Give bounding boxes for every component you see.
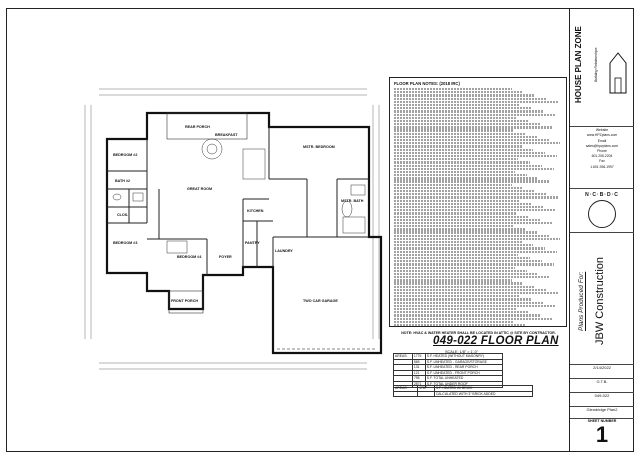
fax-label: Fax: [599, 159, 605, 164]
note-line: [394, 110, 544, 112]
note-line: [394, 174, 527, 176]
note-line: [394, 203, 532, 205]
note-line: [394, 254, 518, 256]
area-desc: S.F. UNHEATED - REAR PORCH: [425, 365, 502, 371]
note-line: [394, 206, 544, 208]
area-value: 1776: [412, 354, 425, 360]
note-line: [394, 187, 523, 189]
note-line: [394, 260, 542, 262]
note-line: [394, 104, 520, 106]
notes-body: [394, 88, 562, 327]
area-desc: S.F. UNHEATED - GARAGE/STORAGE: [425, 359, 502, 365]
ncbdc-seal-icon: [588, 200, 616, 228]
note-line: [394, 216, 528, 218]
note-line: [394, 177, 538, 179]
room-bedroom2: BEDROOM #2: [113, 153, 138, 157]
room-front-porch: FRONT PORCH: [171, 299, 199, 303]
area-value: 121: [412, 370, 425, 376]
room-mstr-bedroom: MSTR. BEDROOM: [303, 145, 335, 149]
area-label: AREAS:: [394, 354, 413, 360]
area-desc: S.F. TOTAL UNDER ROOF: [425, 381, 502, 387]
sheet-label: SHEET NUMBER: [587, 419, 617, 423]
room-laundry: LAUNDRY: [275, 249, 293, 253]
note-line: [394, 136, 537, 138]
note-line: [394, 314, 540, 316]
area-desc: S.F. HEATED W/ BRICK: [434, 386, 532, 392]
date-box: [570, 365, 634, 379]
note-line: [394, 276, 550, 278]
note-line: [394, 311, 528, 313]
note-line: [394, 107, 532, 109]
floor-plan-svg: [7, 9, 387, 451]
drawing-sheet: [6, 8, 634, 452]
room-great-room: GREAT ROOM: [187, 187, 213, 191]
note-line: [394, 161, 530, 163]
note-line: [394, 152, 545, 154]
note-line: [394, 270, 527, 272]
area-value: 565: [412, 359, 425, 365]
email-label: Email: [597, 138, 607, 143]
note-line: [394, 155, 557, 157]
produced-for-label: Plans Produced For:: [578, 271, 585, 331]
note-line: [394, 225, 513, 227]
note-line: [394, 180, 550, 182]
note-line: [394, 133, 525, 135]
area-value: 131: [412, 365, 425, 371]
note-line: [394, 267, 515, 269]
area-value: 2571: [412, 381, 425, 387]
notes-title: FLOOR PLAN NOTES: (2018 IRC): [394, 81, 460, 86]
note-line: [394, 263, 554, 265]
client-name: JBW Construction: [594, 256, 606, 346]
room-kitchen: KITCHEN: [247, 209, 264, 213]
note-line: [394, 282, 523, 284]
note-line: [394, 94, 535, 96]
note-line: [394, 120, 528, 122]
page-name-value: Glendridge Plan2: [586, 407, 618, 412]
note-line: [394, 114, 555, 116]
note-line: [394, 117, 517, 119]
area-desc: S.F. UNHEATED - FRONT PORCH: [425, 370, 502, 376]
interior-walls: [107, 127, 369, 275]
note-line: [394, 318, 552, 320]
floor-plan-drawing: [7, 9, 387, 451]
note-line: [394, 247, 545, 249]
hvac-note: NOTE: HVAC & WATER HEATER SHALL BE LOCATED IN ATTIC @ SITE BY CONTRACTOR.: [401, 331, 556, 335]
note-line: [394, 184, 512, 186]
contact-info: [570, 127, 634, 189]
note-line: [394, 190, 535, 192]
note-line: [394, 302, 544, 304]
scale-text: SCALE: 1/8" = 1'-0": [445, 350, 479, 354]
fixtures: [113, 139, 365, 253]
note-line: [394, 289, 547, 291]
dimension-lines: [85, 89, 379, 369]
drawn-by-box: [570, 379, 634, 393]
note-line: [394, 273, 538, 275]
note-line: [394, 171, 515, 173]
date-value: 2/14/2022: [593, 365, 611, 370]
note-line: [394, 241, 522, 243]
title-block: [569, 9, 634, 451]
note-line: [394, 286, 535, 288]
note-line: [394, 168, 554, 170]
note-line: [394, 295, 520, 297]
website-link[interactable]: www.HPZplans.com: [586, 133, 618, 138]
note-line: [394, 308, 517, 310]
area-desc: CALCULATED WITH 3" BRICK ADDED: [434, 391, 532, 397]
area-table: [393, 353, 503, 388]
house-icon: [608, 23, 628, 119]
note-line: [394, 101, 559, 103]
note-line: [394, 193, 547, 195]
note-line: [394, 142, 560, 144]
note-line: [394, 149, 533, 151]
note-line: [394, 305, 555, 307]
area-label: [394, 391, 418, 397]
area-label: AREAS:: [394, 386, 418, 392]
ncbdc-title: N·C·B·D·C: [585, 192, 619, 198]
note-line: [394, 123, 540, 125]
note-line: [394, 91, 523, 93]
note-line: [394, 139, 549, 141]
room-mstr-bath: MSTR. BATH: [341, 199, 364, 203]
area-desc: S.F. HEATED (WITHOUT MASONRY): [425, 354, 502, 360]
note-line: [394, 158, 518, 160]
note-line: [394, 196, 559, 198]
note-line: [394, 212, 517, 214]
drawn-by-value: G.T.B.: [596, 379, 608, 384]
company-logo: HOUSE PLAN ZONE: [574, 26, 583, 104]
note-line: [394, 257, 530, 259]
room-pantry: PANTRY: [245, 241, 260, 245]
client-box: [570, 233, 634, 365]
room-garage: TWO CAR GARAGE: [303, 299, 338, 303]
logo-box: [570, 9, 634, 127]
room-foyer: FOYER: [219, 255, 232, 259]
area-value: 795: [412, 376, 425, 382]
room-bedroom4: BEDROOM #4: [177, 255, 202, 259]
room-breakfast: BREAKFAST: [215, 133, 238, 137]
floor-plan-notes: [389, 77, 567, 327]
note-line: [394, 251, 557, 253]
note-line: [394, 126, 552, 128]
note-line: [394, 129, 513, 131]
area-row: [394, 391, 533, 397]
porches: [167, 113, 247, 313]
note-line: [394, 244, 533, 246]
plan-title: 049-022 FLOOR PLAN: [433, 335, 559, 347]
note-line: [394, 98, 547, 100]
note-line: [394, 219, 540, 221]
plan-number-value: 049-022: [594, 393, 610, 398]
sheet-number-box: [570, 419, 634, 451]
phone-number: 601.206.2204: [591, 154, 613, 159]
note-line: [394, 200, 520, 202]
note-line: [394, 292, 559, 294]
room-bedroom3: BEDROOM #3: [113, 241, 138, 245]
note-line: [394, 279, 512, 281]
note-line: [394, 145, 522, 147]
note-line: [394, 235, 549, 237]
note-line: [394, 209, 555, 211]
area-brick-table: [393, 385, 533, 397]
note-line: [394, 88, 512, 90]
room-bath2: BATH #2: [115, 179, 131, 183]
page-name-box: [570, 407, 634, 419]
logo-tagline: Building Relationships: [594, 47, 598, 83]
ncbdc-box: [570, 189, 634, 233]
note-line: [394, 238, 560, 240]
note-line: [394, 231, 537, 233]
note-line: [394, 165, 542, 167]
room-rear-porch: REAR PORCH: [185, 125, 210, 129]
email-link[interactable]: sales@hpzplans.com: [585, 143, 619, 148]
area-value: [418, 391, 435, 397]
note-line: [394, 324, 525, 326]
plan-number-box: [570, 393, 634, 407]
sheet-number: 1: [595, 422, 609, 447]
area-desc: S.F. TOTAL UNHEATED: [425, 376, 502, 382]
area-value: 1787: [418, 386, 435, 392]
fax-number: 1.601.936.1997: [590, 164, 614, 169]
note-line: [394, 321, 513, 323]
website-label: Website: [595, 128, 609, 133]
note-line: [394, 228, 525, 230]
note-line: [394, 298, 532, 300]
room-closet: CLOS.: [117, 213, 129, 217]
phone-label: Phone: [597, 148, 607, 153]
note-line: [394, 222, 552, 224]
